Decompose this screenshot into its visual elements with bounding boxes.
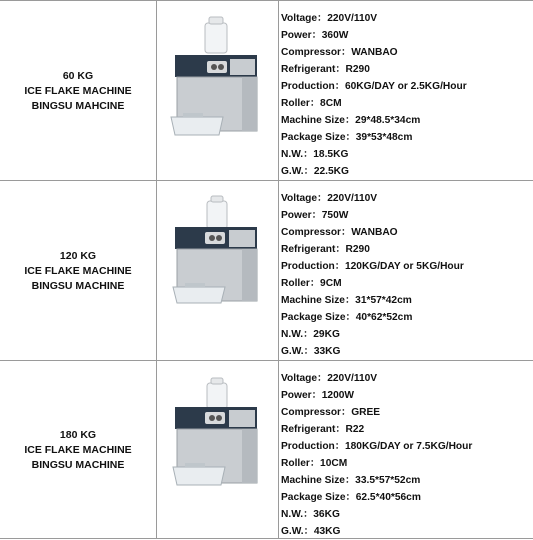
- product-image-cell: [157, 361, 279, 539]
- spec-power: Power：1200W: [281, 390, 355, 401]
- spec-voltage: Voltage：220V/110V: [281, 193, 378, 204]
- product-spec-cell: [279, 361, 533, 539]
- spec-gross-weight: G.W.：22.5KG: [281, 166, 349, 177]
- product-image-cell: [157, 181, 279, 361]
- product-capacity: 60 KG: [62, 69, 94, 82]
- spec-package-size: Package Size：39*53*48cm: [281, 132, 413, 143]
- spec-production: Production：60KG/DAY or 2.5KG/Hour: [281, 81, 467, 92]
- product-type: ICE FLAKE MACHINE: [24, 264, 132, 277]
- product-spec-cell: [279, 1, 533, 181]
- spec-refrigerant: Refrigerant：R290: [281, 64, 370, 75]
- product-name-cell: [0, 1, 157, 181]
- spec-power: Power：360W: [281, 30, 349, 41]
- spec-machine-size: Machine Size：33.5*57*52cm: [281, 475, 421, 486]
- spec-roller: Roller：8CM: [281, 98, 342, 109]
- spec-refrigerant: Refrigerant：R22: [281, 424, 365, 435]
- ice-flake-machine-icon: [157, 1, 278, 181]
- spec-gross-weight: G.W.：43KG: [281, 526, 341, 537]
- product-row-60kg: [0, 0, 533, 181]
- product-type: ICE FLAKE MACHINE: [24, 84, 132, 97]
- spec-voltage: Voltage：220V/110V: [281, 13, 378, 24]
- product-subtype: BINGSU MACHINE: [31, 458, 125, 471]
- product-spec-cell: [279, 181, 533, 361]
- spec-compressor: Compressor：WANBAO: [281, 47, 398, 58]
- spec-machine-size: Machine Size：31*57*42cm: [281, 295, 412, 306]
- ice-flake-machine-icon: [157, 361, 278, 539]
- product-capacity: 180 KG: [59, 428, 97, 441]
- product-name-cell: [0, 181, 157, 361]
- spec-production: Production：180KG/DAY or 7.5KG/Hour: [281, 441, 473, 452]
- spec-production: Production：120KG/DAY or 5KG/Hour: [281, 261, 464, 272]
- spec-package-size: Package Size：40*62*52cm: [281, 312, 413, 323]
- spec-roller: Roller：9CM: [281, 278, 342, 289]
- spec-machine-size: Machine Size：29*48.5*34cm: [281, 115, 421, 126]
- spec-net-weight: N.W.：29KG: [281, 329, 340, 340]
- spec-voltage: Voltage：220V/110V: [281, 373, 378, 384]
- product-subtype: BINGSU MACHINE: [31, 279, 125, 292]
- spec-power: Power：750W: [281, 210, 349, 221]
- product-capacity: 120 KG: [59, 249, 97, 262]
- spec-compressor: Compressor：GREE: [281, 407, 381, 418]
- spec-refrigerant: Refrigerant：R290: [281, 244, 370, 255]
- spec-roller: Roller：10CM: [281, 458, 348, 469]
- product-row-120kg: [0, 180, 533, 361]
- spec-package-size: Package Size：62.5*40*56cm: [281, 492, 421, 503]
- spec-compressor: Compressor：WANBAO: [281, 227, 398, 238]
- spec-net-weight: N.W.：36KG: [281, 509, 340, 520]
- product-type: ICE FLAKE MACHINE: [24, 443, 132, 456]
- product-row-180kg: [0, 360, 533, 539]
- spec-net-weight: N.W.：18.5KG: [281, 149, 349, 160]
- spec-gross-weight: G.W.：33KG: [281, 346, 341, 357]
- product-subtype: BINGSU MAHCINE: [31, 99, 125, 112]
- product-image-cell: [157, 1, 279, 181]
- product-name-cell: [0, 361, 157, 539]
- ice-flake-machine-icon: [157, 181, 278, 361]
